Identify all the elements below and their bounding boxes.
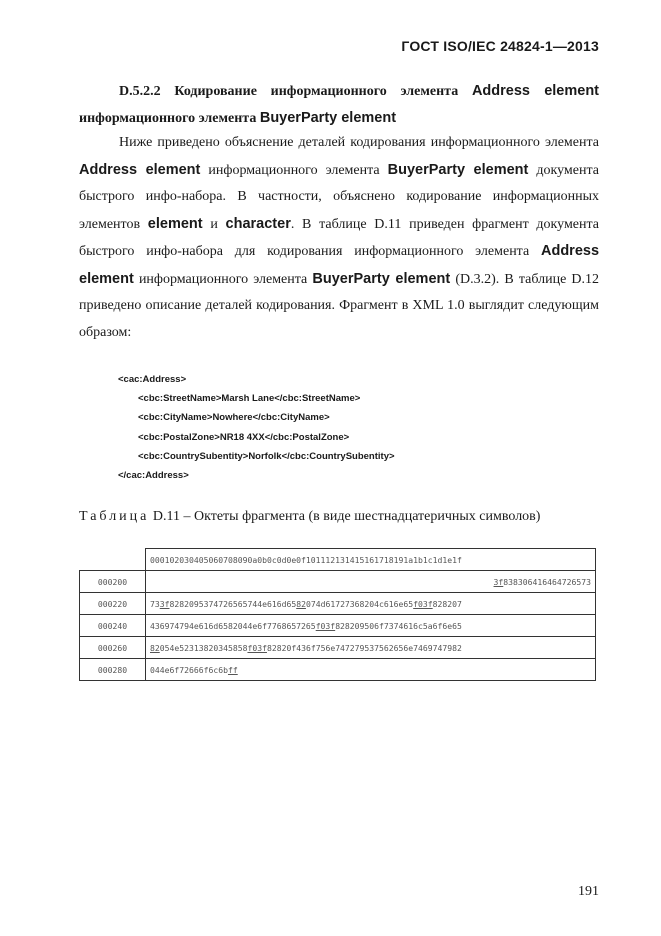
body-paragraph [79, 130, 599, 346]
term-character: character [225, 215, 291, 232]
hex-highlighted-octets: ff [227, 664, 238, 675]
hex-row-address: 000260 [80, 637, 146, 659]
hex-row-address: 000240 [80, 615, 146, 637]
hex-row-address: 000280 [80, 659, 146, 681]
term-address-element: Address element [79, 243, 600, 287]
paragraph-text: информационного элемента [208, 162, 380, 178]
table-caption-label: Таблица [79, 509, 150, 524]
term-address-element: Address element [471, 83, 600, 99]
xml-line: <cbc:CountrySubentity>Norfolk</cbc:CountrySubentity> [138, 450, 395, 462]
table-row [80, 637, 596, 659]
hex-octets: 838306416464726573 [503, 576, 591, 587]
section-title-part-b: информационного элемента [79, 111, 257, 126]
hex-row-bytes [146, 571, 596, 593]
term-buyerparty-element: BuyerParty element [312, 270, 451, 287]
section-number: D.5.2.2 [119, 84, 161, 99]
hex-highlighted-octets: 3f [159, 598, 170, 609]
hex-highlighted-octets: 82 [296, 598, 306, 609]
hex-table [79, 548, 596, 681]
paragraph-text: (D.3.2). В таблице D.12 приведено описание деталей кодирования. Фрагмент в XML 1.0 выглядит следующим образом: [79, 271, 600, 340]
table-row [80, 615, 596, 637]
hex-octets: 73 [150, 598, 160, 609]
hex-row-bytes [146, 659, 596, 681]
paragraph-text: . В таблице D.11 приведен фрагмент документа быстрого инфо-набора для кодирования информационного элемента [79, 216, 600, 259]
hex-octets: 828209506f7374616c5a6f6e65 [335, 620, 462, 631]
term-address-element: Address element [79, 161, 201, 178]
hex-row-bytes [146, 637, 596, 659]
paragraph-text: Ниже приведено объяснение деталей кодирования информационного элемента [119, 135, 599, 150]
term-buyerparty-element: BuyerParty element [387, 161, 529, 178]
table-caption-number: D.11 [152, 509, 180, 524]
hex-octets: 82820f436f756e747279537562656e7469747982 [266, 642, 462, 653]
hex-octets: 436974794e616d6582044e6f7768657265 [150, 620, 316, 631]
hex-highlighted-octets: f03f [247, 642, 267, 653]
xml-line: </cac:Address> [118, 470, 189, 482]
page-number: 191 [578, 884, 599, 899]
xml-line: <cbc:CityName>Nowhere</cbc:CityName> [138, 412, 330, 424]
hex-header-blank [80, 549, 146, 571]
hex-octets: 828207 [432, 598, 462, 609]
hex-row-bytes [146, 593, 596, 615]
section-heading [79, 78, 599, 132]
xml-line: <cbc:StreetName>Marsh Lane</cbc:StreetName> [138, 393, 361, 405]
table-row [80, 571, 596, 593]
paragraph-text: и [210, 216, 218, 232]
hex-header-offsets: 000102030405060708090a0b0c0d0e0f101112131415161718191a1b1c1d1e1f [146, 549, 596, 571]
paragraph-text: информационного элемента [138, 271, 308, 287]
hex-octets: 054e52313820345858 [159, 642, 248, 653]
hex-octets: 8282095374726565744e616d65 [169, 598, 297, 609]
table-row [80, 593, 596, 615]
xml-line: <cbc:PostalZone>NR18 4XX</cbc:PostalZone> [138, 431, 350, 443]
hex-row-address: 000220 [80, 593, 146, 615]
xml-fragment [118, 370, 395, 485]
term-buyerparty-element: BuyerParty element [259, 110, 397, 126]
document-header: ГОСТ ISO/IEC 24824-1—2013 [401, 38, 599, 54]
hex-header-row [80, 549, 596, 571]
section-title-part-a: Кодирование информационного элемента [174, 84, 459, 99]
table-caption-text: – Октеты фрагмента (в виде шестнадцатеричных символов) [183, 509, 541, 524]
xml-line: <cac:Address> [118, 374, 187, 385]
hex-highlighted-octets: f03f [315, 620, 336, 631]
hex-octets: 044e6f72666f6c6b [150, 664, 228, 675]
hex-octets: 074d61727368204c616e65 [305, 598, 414, 609]
hex-row-address: 000200 [80, 571, 146, 593]
table-row [80, 659, 596, 681]
paragraph-text: документа быстрого инфо-набора. В частности, объяснено кодирование информационных элементов [79, 162, 599, 232]
hex-highlighted-octets: 82 [150, 642, 160, 653]
table-caption [79, 509, 540, 525]
term-element: element [147, 215, 203, 232]
hex-row-bytes [146, 615, 596, 637]
hex-highlighted-octets: f03f [413, 598, 433, 609]
hex-highlighted-octets: 3f [493, 576, 504, 587]
